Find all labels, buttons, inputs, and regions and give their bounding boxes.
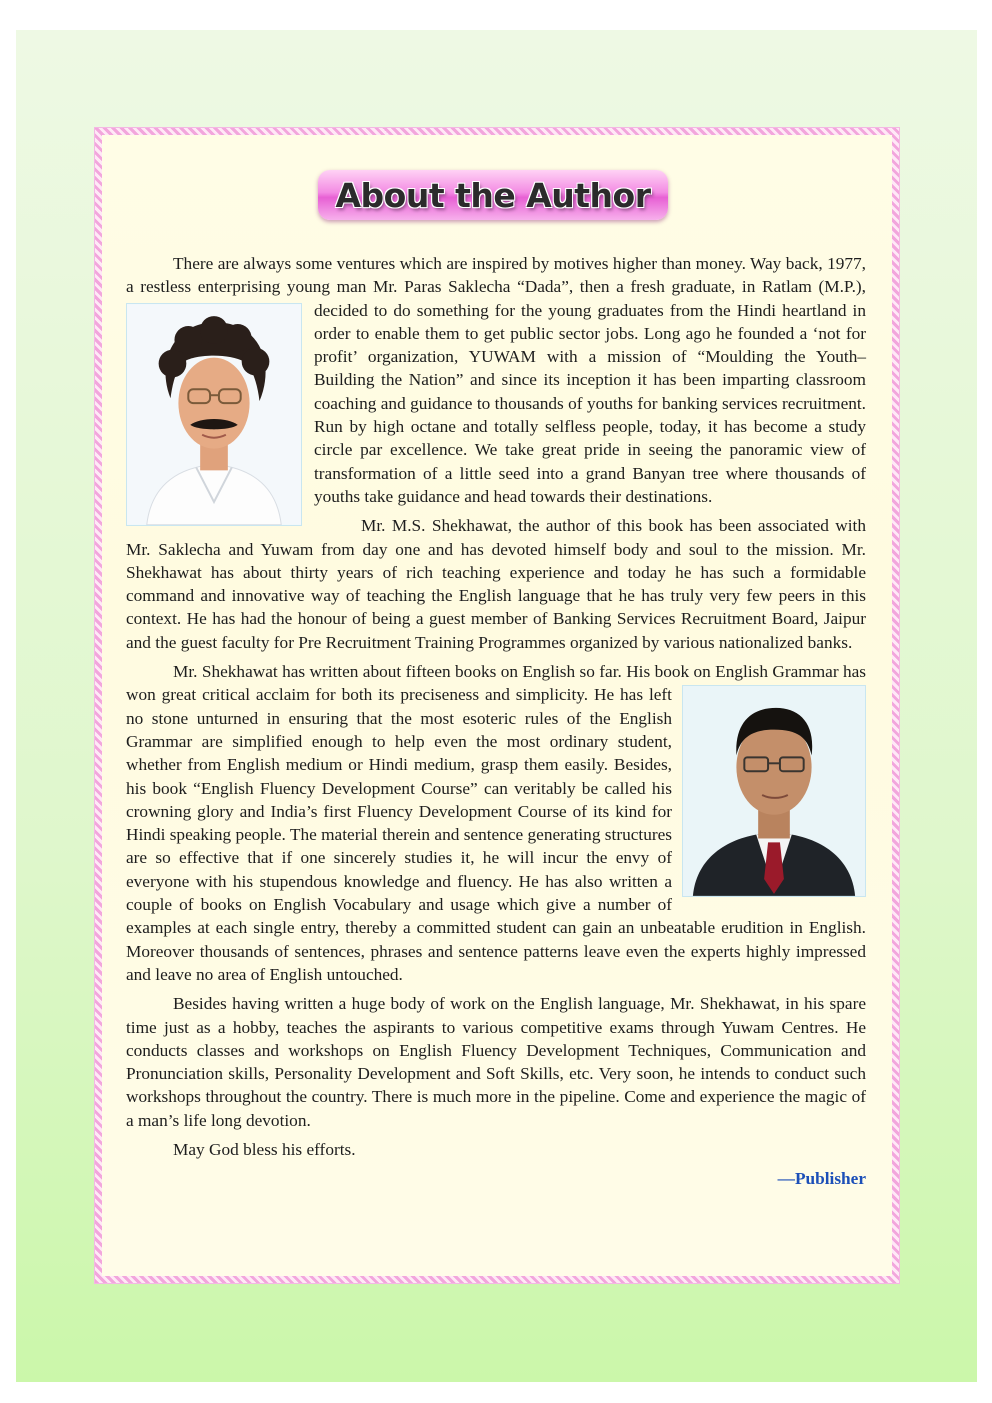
paragraph-3	[126, 660, 866, 986]
paragraph-3-text: Mr. Shekhawat has written about fifteen books on English so far. His book on English Grammar has won great critical acclaim for both its preciseness and simplicity. He has left no stone unturned in ensuring that the most esoteric rules of the English Grammar are simplified enough to help even the most ordinary student, whether from English medium or Hindi medium, grasp them easily. Besides, his book “English Fluency Development Course” can veritably be called his crowning glory and India’s first Fluency Development Course of its kind for Hindi speaking people. The material therein and sentence generating structures are so effective that if one sincerely studies it, he will incur the envy of everyone with his stupendous knowledge and fluency. He has also written a couple of books on English Vocabulary and usage which give a number of examples at each single entry, thereby a committed student can gain an unbeatable erudition in English. Moreover thousands of sentences, phrases and sentence patterns leave even the experts highly impressed and leave no area of English untouched.	[126, 662, 867, 984]
paragraph-4	[126, 992, 866, 1132]
publisher-signature: —Publisher	[777, 1169, 866, 1189]
page-title: About the Author	[335, 175, 651, 215]
portrait-photo-author	[682, 685, 866, 897]
paragraph-5	[126, 1138, 866, 1161]
founder-portrait-illustration	[127, 304, 301, 525]
paragraph-1-text: There are always some ventures which are inspired by motives higher than money. Way back, 1977, a restless enterprising young man Mr. Paras Saklecha “Dada”, then a fresh graduate, in Ratlam (M.P.), decided to do something for the young graduates from the Hindi heartland in order to enable them to get public sector jobs. Long ago he founded a ‘not for profit’ organization, YUWAM with a mission of “Moulding the Youth–Building the Nation” and since its inception it has been imparting classroom coaching and guidance to thousands of youths for banking services recruitment. Run by high octane and totally selfless people, today, it has become a study circle par excellence. We take great pride in seeing the panoramic view of transformation of a little seed into a grand Banyan tree where thousands of youths take guidance and head towards their destinations.	[126, 254, 866, 506]
title-banner	[318, 170, 668, 220]
author-portrait-illustration	[683, 686, 865, 896]
paragraph-1	[126, 252, 866, 508]
paragraph-2-text: Mr. M.S. Shekhawat, the author of this book has been associated with Mr. Saklecha and Yuwam from day one and has devoted himself body and soul to the mission. Mr. Shekhawat has about thirty years of rich teaching experience and today he has such a formidable command and innovative way of teaching the English language that he has truly very few peers in this context. He has had the honour of being a guest member of Banking Services Recruitment Board, Jaipur and the guest faculty for Pre Recruitment Training Programmes organized by various nationalized banks.	[126, 516, 866, 652]
paragraph-5-text: May God bless his efforts.	[173, 1139, 356, 1159]
paragraph-2	[126, 514, 866, 654]
article-body	[126, 252, 866, 1191]
portrait-photo-founder	[126, 303, 302, 526]
paragraph-4-text: Besides having written a huge body of work on the English language, Mr. Shekhawat, in his spare time just as a hobby, teaches the aspirants to various competitive exams through Yuwam Centres. He conducts classes and workshops on English Fluency Development Techniques, Communication and Pronunciation skills, Personality Development and Soft Skills, etc. Very soon, he intends to conduct such workshops throughout the country. There is much more in the pipeline. Come and experience the magic of a man’s life long devotion.	[126, 994, 866, 1130]
